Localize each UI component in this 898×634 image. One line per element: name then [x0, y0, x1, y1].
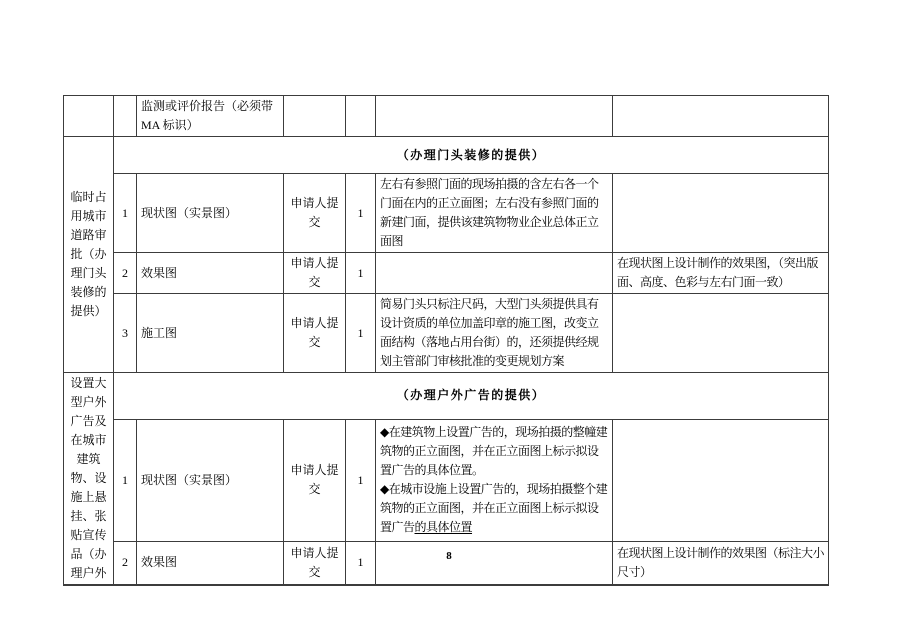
- table-row: [64, 294, 829, 373]
- remark-cell: [613, 174, 829, 253]
- copy-count-cell: 1: [346, 294, 376, 373]
- requirement-cell: [376, 541, 613, 585]
- category-cell: [64, 96, 114, 137]
- section-header: （办理户外广告的提供）: [114, 373, 829, 420]
- table-row: [64, 96, 829, 137]
- table-row: [64, 253, 829, 294]
- material-name-cell: 现状图（实景图）: [137, 174, 284, 253]
- submitter-cell: 申请人提交: [284, 294, 346, 373]
- table-row: [64, 373, 829, 420]
- remark-cell: 在现状图上设计制作的效果图（标注大小尺寸）: [613, 541, 829, 585]
- remark-cell: 在现状图上设计制作的效果图，（突出版面、高度、色彩与左右门面一致）: [613, 253, 829, 294]
- table-row: [64, 174, 829, 253]
- requirements-table: [63, 95, 829, 586]
- requirement-bullet: [380, 480, 608, 537]
- row-number-cell: 1: [114, 174, 137, 253]
- row-number-cell: 1: [114, 419, 137, 541]
- requirement-cell: [376, 253, 613, 294]
- requirement-cell: [376, 96, 613, 137]
- bullet-text: ◆在建筑物上设置广告的，现场拍摄的整幢建筑物的正立面图，并在正立面图上标示拟设置广告的具体位置。: [380, 425, 608, 478]
- submitter-cell: 申请人提交: [284, 419, 346, 541]
- submitter-cell: 申请人提交: [284, 174, 346, 253]
- material-name-cell: 效果图: [137, 253, 284, 294]
- remark-cell: [613, 96, 829, 137]
- bullet-text-underlined: 的具体位置: [414, 520, 473, 535]
- row-number-cell: [114, 96, 137, 137]
- category-cell: 设置大型户外广告及在城市建筑物、设施上悬挂、张贴宣传品（办理户外: [64, 373, 114, 586]
- material-name-cell: 施工图: [137, 294, 284, 373]
- row-number-cell: 2: [114, 541, 137, 585]
- copy-count-cell: 1: [346, 253, 376, 294]
- requirement-cell: 左右有参照门面的现场拍摄的含左右各一个门面在内的正立面图；左右没有参照门面的新建门面，提供该建筑物物业企业总体正立面图: [376, 174, 613, 253]
- table-row: [64, 419, 829, 541]
- bullet-text: ◆在城市设施上设置广告的，现场拍摄整个建筑物的正立面图，并在正立面图上标示拟设置广告: [380, 482, 608, 535]
- requirement-cell: 简易门头只标注尺码，大型门头须提供具有设计资质的单位加盖印章的施工图，改变立面结构（落地占用台街）的，还须提供经规划主管部门审核批准的变更规划方案: [376, 294, 613, 373]
- material-name-cell: 现状图（实景图）: [137, 419, 284, 541]
- category-cell: 临时占用城市道路审批（办理门头装修的提供）: [64, 137, 114, 373]
- page-number: 8: [446, 550, 452, 562]
- copy-count-cell: 1: [346, 174, 376, 253]
- material-name-cell: 效果图: [137, 541, 284, 585]
- requirement-bullet: [380, 423, 608, 480]
- submitter-cell: [284, 96, 346, 137]
- copy-count-cell: 1: [346, 419, 376, 541]
- table-row: [64, 541, 829, 585]
- copy-count-cell: 1: [346, 541, 376, 585]
- requirement-cell: [376, 419, 613, 541]
- row-number-cell: 3: [114, 294, 137, 373]
- remark-cell: [613, 294, 829, 373]
- material-name-cell: 监测或评价报告（必须带 MA 标识）: [137, 96, 284, 137]
- remark-cell: [613, 419, 829, 541]
- table-row: [64, 137, 829, 174]
- submitter-cell: 申请人提交: [284, 541, 346, 585]
- section-header: （办理门头装修的提供）: [114, 137, 829, 174]
- submitter-cell: 申请人提交: [284, 253, 346, 294]
- row-number-cell: 2: [114, 253, 137, 294]
- copy-count-cell: [346, 96, 376, 137]
